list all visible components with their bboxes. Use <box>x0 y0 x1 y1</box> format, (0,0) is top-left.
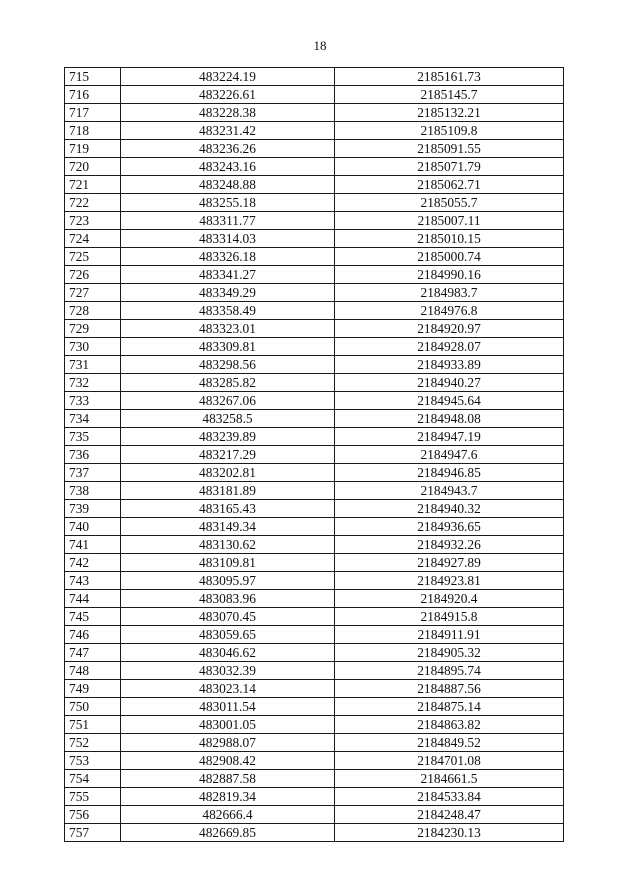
y-coordinate-cell: 2184911.91 <box>335 626 564 644</box>
table-row <box>65 356 564 374</box>
x-coordinate-cell: 483181.89 <box>121 482 335 500</box>
table-row <box>65 716 564 734</box>
x-coordinate-cell: 483001.05 <box>121 716 335 734</box>
table-row <box>65 212 564 230</box>
point-number-cell: 728 <box>65 302 121 320</box>
point-number-cell: 736 <box>65 446 121 464</box>
y-coordinate-cell: 2184923.81 <box>335 572 564 590</box>
table-row <box>65 734 564 752</box>
table-row <box>65 320 564 338</box>
table-row <box>65 500 564 518</box>
y-coordinate-cell: 2185109.8 <box>335 122 564 140</box>
x-coordinate-cell: 483231.42 <box>121 122 335 140</box>
y-coordinate-cell: 2184701.08 <box>335 752 564 770</box>
table-row <box>65 122 564 140</box>
x-coordinate-cell: 483149.34 <box>121 518 335 536</box>
table-row <box>65 158 564 176</box>
table-row <box>65 770 564 788</box>
y-coordinate-cell: 2185007.11 <box>335 212 564 230</box>
y-coordinate-cell: 2185071.79 <box>335 158 564 176</box>
point-number-cell: 747 <box>65 644 121 662</box>
point-number-cell: 751 <box>65 716 121 734</box>
x-coordinate-cell: 483217.29 <box>121 446 335 464</box>
point-number-cell: 722 <box>65 194 121 212</box>
table-row <box>65 482 564 500</box>
table-row <box>65 248 564 266</box>
x-coordinate-cell: 483083.96 <box>121 590 335 608</box>
y-coordinate-cell: 2185000.74 <box>335 248 564 266</box>
point-number-cell: 754 <box>65 770 121 788</box>
y-coordinate-cell: 2184230.13 <box>335 824 564 842</box>
point-number-cell: 755 <box>65 788 121 806</box>
point-number-cell: 718 <box>65 122 121 140</box>
y-coordinate-cell: 2185132.21 <box>335 104 564 122</box>
point-number-cell: 729 <box>65 320 121 338</box>
table-row <box>65 824 564 842</box>
table-row <box>65 104 564 122</box>
x-coordinate-cell: 483341.27 <box>121 266 335 284</box>
point-number-cell: 724 <box>65 230 121 248</box>
point-number-cell: 749 <box>65 680 121 698</box>
table-row <box>65 230 564 248</box>
table-row <box>65 788 564 806</box>
table-row <box>65 446 564 464</box>
y-coordinate-cell: 2184661.5 <box>335 770 564 788</box>
table-row <box>65 428 564 446</box>
table-row <box>65 392 564 410</box>
table-row <box>65 554 564 572</box>
y-coordinate-cell: 2184940.27 <box>335 374 564 392</box>
y-coordinate-cell: 2184905.32 <box>335 644 564 662</box>
y-coordinate-cell: 2184895.74 <box>335 662 564 680</box>
x-coordinate-cell: 483070.45 <box>121 608 335 626</box>
point-number-cell: 742 <box>65 554 121 572</box>
x-coordinate-cell: 483011.54 <box>121 698 335 716</box>
y-coordinate-cell: 2184945.64 <box>335 392 564 410</box>
y-coordinate-cell: 2184863.82 <box>335 716 564 734</box>
point-number-cell: 734 <box>65 410 121 428</box>
y-coordinate-cell: 2184875.14 <box>335 698 564 716</box>
table-row <box>65 410 564 428</box>
table-row <box>65 194 564 212</box>
y-coordinate-cell: 2184947.19 <box>335 428 564 446</box>
point-number-cell: 721 <box>65 176 121 194</box>
x-coordinate-cell: 483298.56 <box>121 356 335 374</box>
table-row <box>65 266 564 284</box>
y-coordinate-cell: 2185062.71 <box>335 176 564 194</box>
point-number-cell: 753 <box>65 752 121 770</box>
x-coordinate-cell: 483285.82 <box>121 374 335 392</box>
point-number-cell: 733 <box>65 392 121 410</box>
y-coordinate-cell: 2184940.32 <box>335 500 564 518</box>
table-row <box>65 662 564 680</box>
point-number-cell: 741 <box>65 536 121 554</box>
table-row <box>65 284 564 302</box>
x-coordinate-cell: 483358.49 <box>121 302 335 320</box>
point-number-cell: 745 <box>65 608 121 626</box>
point-number-cell: 730 <box>65 338 121 356</box>
y-coordinate-cell: 2185161.73 <box>335 68 564 86</box>
x-coordinate-cell: 483314.03 <box>121 230 335 248</box>
point-number-cell: 750 <box>65 698 121 716</box>
y-coordinate-cell: 2184533.84 <box>335 788 564 806</box>
x-coordinate-cell: 483228.38 <box>121 104 335 122</box>
coordinates-table <box>64 67 564 842</box>
table-row <box>65 752 564 770</box>
point-number-cell: 723 <box>65 212 121 230</box>
x-coordinate-cell: 482666.4 <box>121 806 335 824</box>
y-coordinate-cell: 2184248.47 <box>335 806 564 824</box>
point-number-cell: 738 <box>65 482 121 500</box>
table-row <box>65 644 564 662</box>
point-number-cell: 727 <box>65 284 121 302</box>
x-coordinate-cell: 482908.42 <box>121 752 335 770</box>
y-coordinate-cell: 2184927.89 <box>335 554 564 572</box>
point-number-cell: 717 <box>65 104 121 122</box>
x-coordinate-cell: 483226.61 <box>121 86 335 104</box>
y-coordinate-cell: 2185055.7 <box>335 194 564 212</box>
x-coordinate-cell: 483109.81 <box>121 554 335 572</box>
x-coordinate-cell: 483323.01 <box>121 320 335 338</box>
point-number-cell: 719 <box>65 140 121 158</box>
y-coordinate-cell: 2184932.26 <box>335 536 564 554</box>
point-number-cell: 743 <box>65 572 121 590</box>
x-coordinate-cell: 482669.85 <box>121 824 335 842</box>
point-number-cell: 756 <box>65 806 121 824</box>
point-number-cell: 731 <box>65 356 121 374</box>
point-number-cell: 752 <box>65 734 121 752</box>
y-coordinate-cell: 2184933.89 <box>335 356 564 374</box>
table-row <box>65 698 564 716</box>
table-row <box>65 626 564 644</box>
point-number-cell: 739 <box>65 500 121 518</box>
x-coordinate-cell: 483059.65 <box>121 626 335 644</box>
y-coordinate-cell: 2184990.16 <box>335 266 564 284</box>
x-coordinate-cell: 483130.62 <box>121 536 335 554</box>
y-coordinate-cell: 2184943.7 <box>335 482 564 500</box>
x-coordinate-cell: 483349.29 <box>121 284 335 302</box>
y-coordinate-cell: 2184920.97 <box>335 320 564 338</box>
x-coordinate-cell: 483311.77 <box>121 212 335 230</box>
table-row <box>65 302 564 320</box>
point-number-cell: 735 <box>65 428 121 446</box>
y-coordinate-cell: 2184976.8 <box>335 302 564 320</box>
x-coordinate-cell: 483243.16 <box>121 158 335 176</box>
x-coordinate-cell: 482988.07 <box>121 734 335 752</box>
y-coordinate-cell: 2184915.8 <box>335 608 564 626</box>
table-row <box>65 536 564 554</box>
x-coordinate-cell: 482819.34 <box>121 788 335 806</box>
table-row <box>65 806 564 824</box>
x-coordinate-cell: 483032.39 <box>121 662 335 680</box>
point-number-cell: 740 <box>65 518 121 536</box>
y-coordinate-cell: 2184920.4 <box>335 590 564 608</box>
table-row <box>65 338 564 356</box>
x-coordinate-cell: 483023.14 <box>121 680 335 698</box>
y-coordinate-cell: 2184947.6 <box>335 446 564 464</box>
x-coordinate-cell: 483165.43 <box>121 500 335 518</box>
table-row <box>65 572 564 590</box>
point-number-cell: 746 <box>65 626 121 644</box>
point-number-cell: 757 <box>65 824 121 842</box>
x-coordinate-cell: 483267.06 <box>121 392 335 410</box>
y-coordinate-cell: 2185010.15 <box>335 230 564 248</box>
x-coordinate-cell: 483258.5 <box>121 410 335 428</box>
table-row <box>65 176 564 194</box>
y-coordinate-cell: 2184928.07 <box>335 338 564 356</box>
point-number-cell: 716 <box>65 86 121 104</box>
point-number-cell: 744 <box>65 590 121 608</box>
x-coordinate-cell: 483248.88 <box>121 176 335 194</box>
table-row <box>65 374 564 392</box>
point-number-cell: 726 <box>65 266 121 284</box>
table-row <box>65 86 564 104</box>
x-coordinate-cell: 483095.97 <box>121 572 335 590</box>
y-coordinate-cell: 2184948.08 <box>335 410 564 428</box>
table-row <box>65 140 564 158</box>
table-row <box>65 608 564 626</box>
y-coordinate-cell: 2184887.56 <box>335 680 564 698</box>
y-coordinate-cell: 2184946.85 <box>335 464 564 482</box>
y-coordinate-cell: 2185145.7 <box>335 86 564 104</box>
y-coordinate-cell: 2184849.52 <box>335 734 564 752</box>
x-coordinate-cell: 483046.62 <box>121 644 335 662</box>
point-number-cell: 748 <box>65 662 121 680</box>
x-coordinate-cell: 483202.81 <box>121 464 335 482</box>
x-coordinate-cell: 483255.18 <box>121 194 335 212</box>
y-coordinate-cell: 2184983.7 <box>335 284 564 302</box>
x-coordinate-cell: 483236.26 <box>121 140 335 158</box>
page-number: 18 <box>313 38 327 53</box>
point-number-cell: 732 <box>65 374 121 392</box>
table-row <box>65 518 564 536</box>
point-number-cell: 715 <box>65 68 121 86</box>
table-row <box>65 68 564 86</box>
x-coordinate-cell: 483239.89 <box>121 428 335 446</box>
point-number-cell: 720 <box>65 158 121 176</box>
point-number-cell: 725 <box>65 248 121 266</box>
table-row <box>65 590 564 608</box>
table-row <box>65 680 564 698</box>
x-coordinate-cell: 483224.19 <box>121 68 335 86</box>
y-coordinate-cell: 2184936.65 <box>335 518 564 536</box>
point-number-cell: 737 <box>65 464 121 482</box>
x-coordinate-cell: 482887.58 <box>121 770 335 788</box>
table-row <box>65 464 564 482</box>
coordinates-table-body <box>65 68 564 842</box>
x-coordinate-cell: 483326.18 <box>121 248 335 266</box>
y-coordinate-cell: 2185091.55 <box>335 140 564 158</box>
x-coordinate-cell: 483309.81 <box>121 338 335 356</box>
